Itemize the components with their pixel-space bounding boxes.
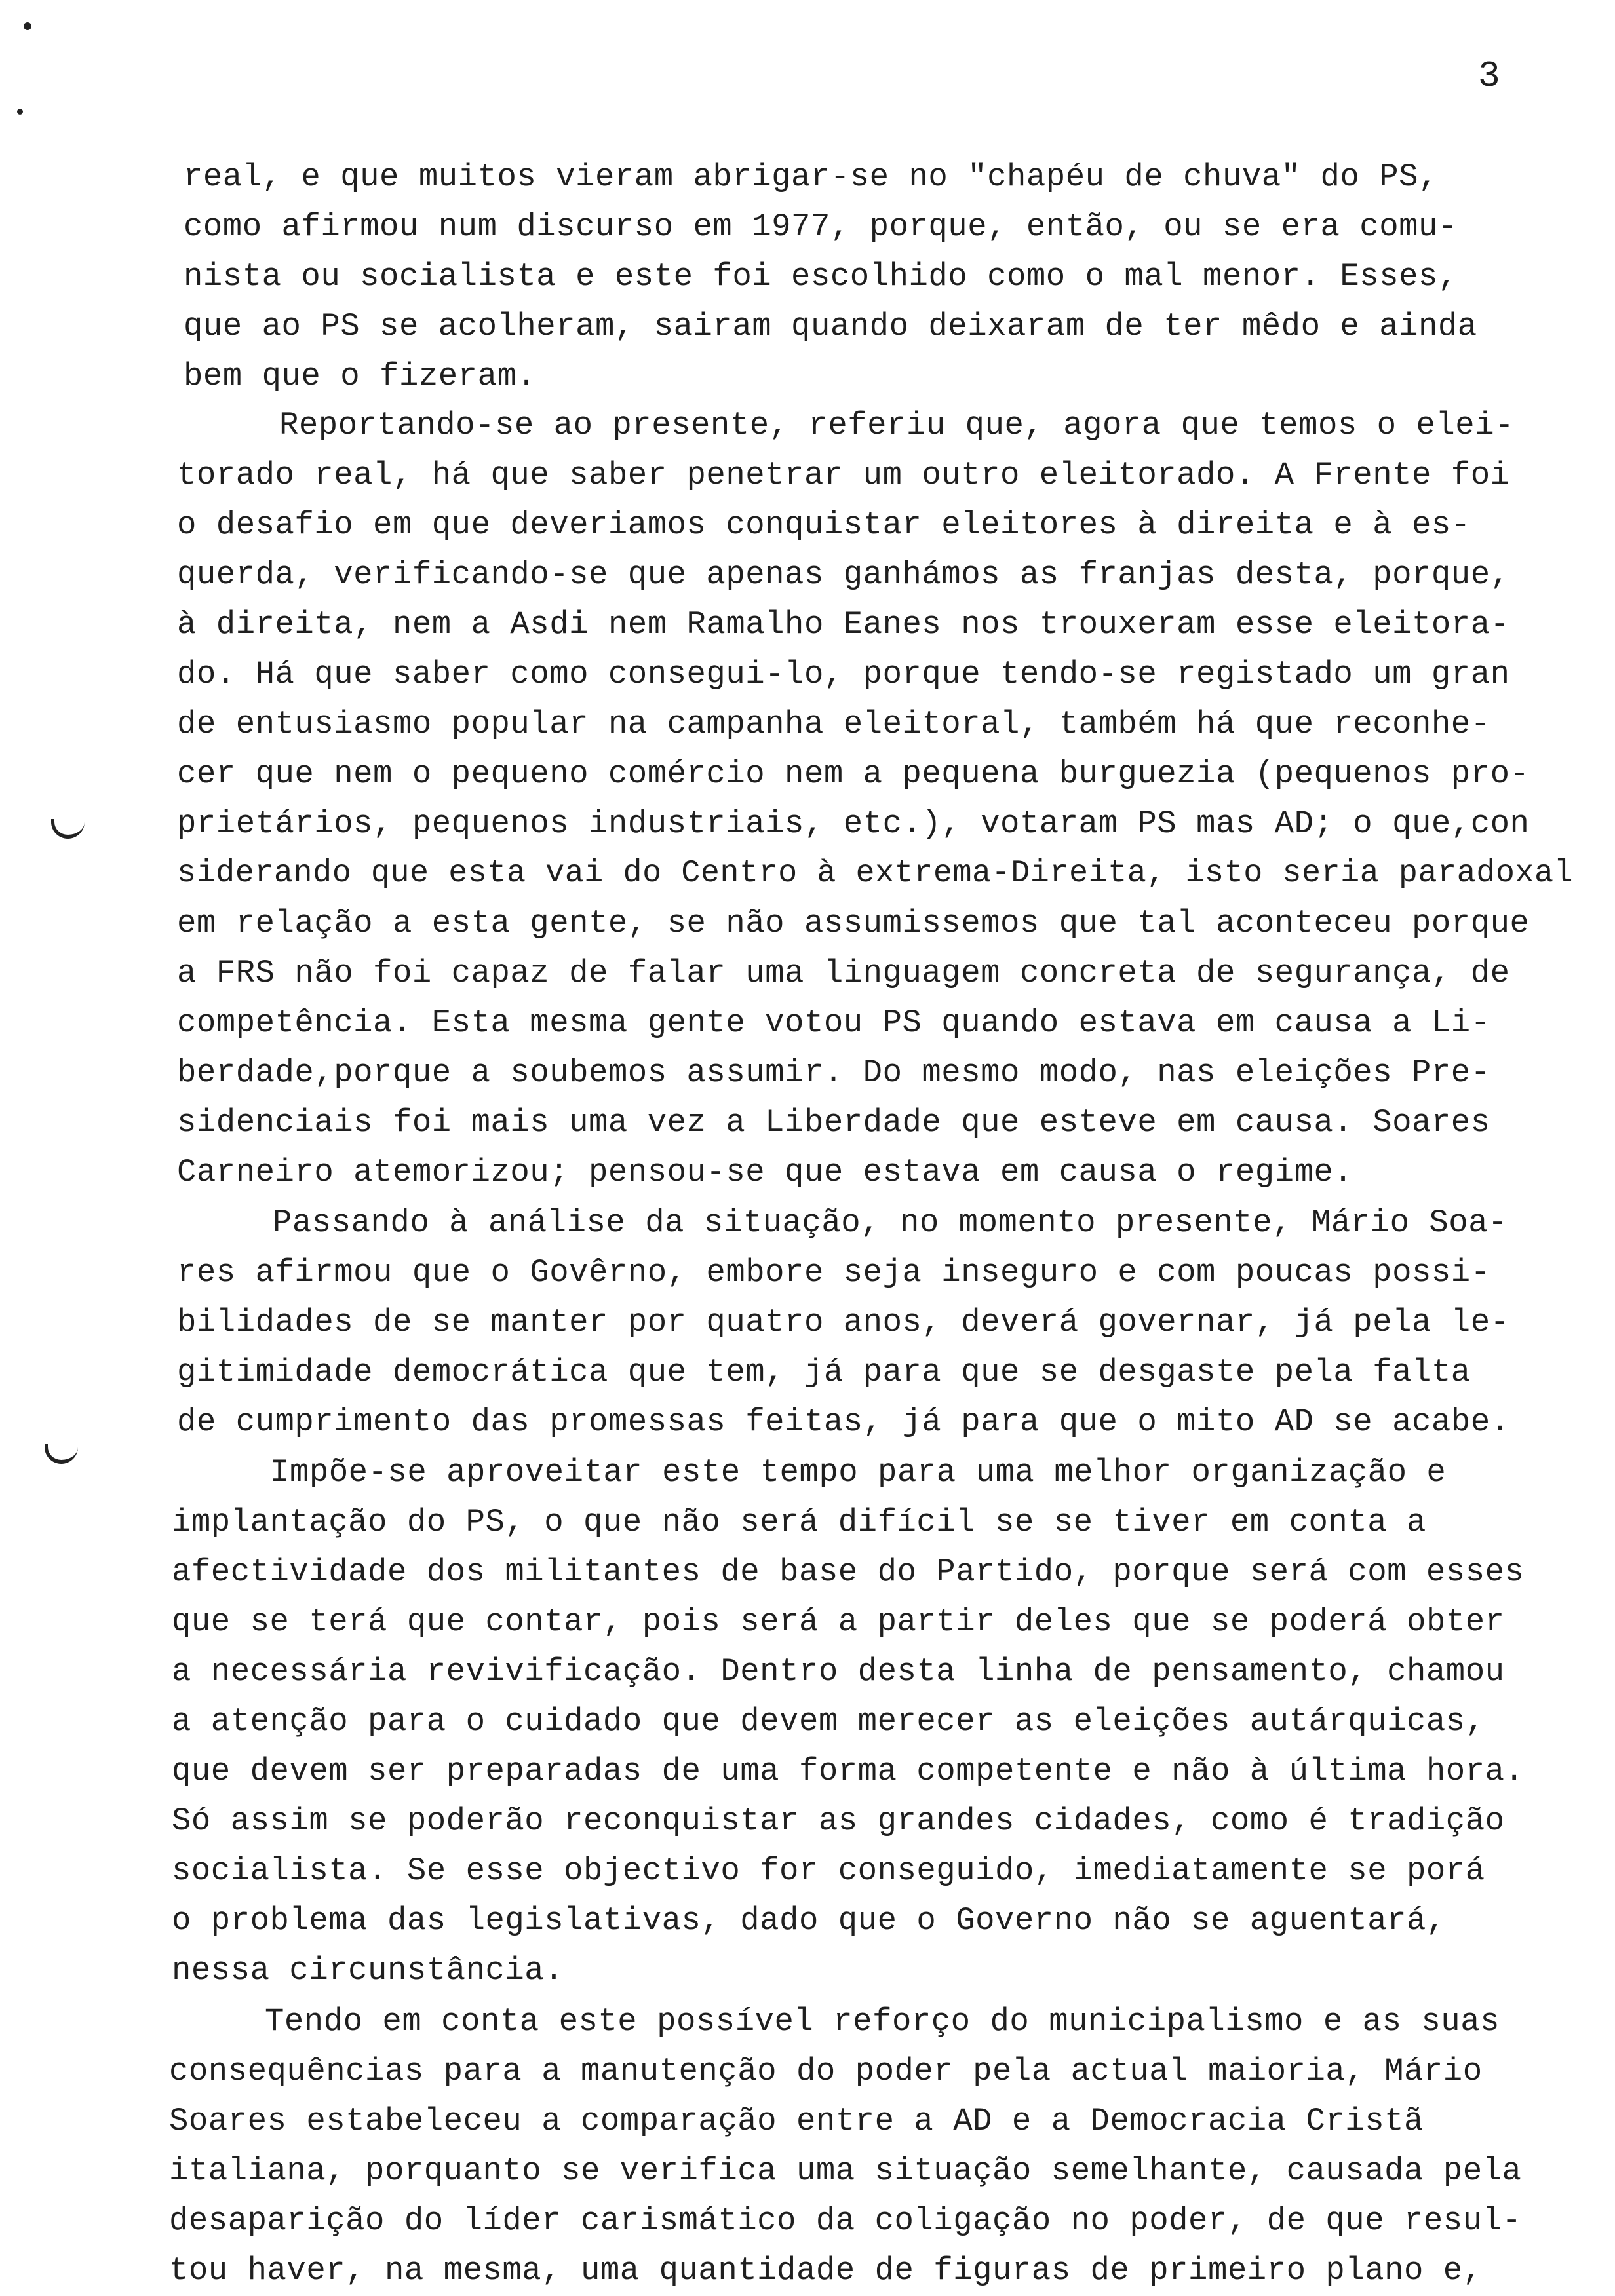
text-line: de entusiasmo popular na campanha eleitoral, também há que reconhe- — [177, 706, 1490, 742]
text-line: real, e que muitos vieram abrigar-se no "chapéu de chuva" do PS, — [184, 159, 1438, 195]
text-line: Impõe-se aproveitar este tempo para uma melhor organização e — [270, 1454, 1447, 1491]
text-line: nista ou socialista e este foi escolhido como o mal menor. Esses, — [184, 258, 1458, 295]
text-line: nessa circunstância. — [172, 1952, 564, 1989]
text-line: em relação a esta gente, se não assumissemos que tal aconteceu porque — [177, 905, 1530, 942]
text-line: de cumprimento das promessas feitas, já para que o mito AD se acabe. — [177, 1404, 1510, 1440]
text-line: que devem ser preparadas de uma forma competente e não à última hora. — [172, 1753, 1525, 1789]
text-line: competência. Esta mesma gente votou PS quando estava em causa a Li- — [177, 1004, 1490, 1041]
text-line: desaparição do líder carismático da coligação no poder, de que resul- — [169, 2202, 1522, 2239]
text-line: do. Há que saber como consegui-lo, porque tendo-se registado um gran — [177, 656, 1510, 693]
text-line: a necessária revivificação. Dentro desta linha de pensamento, chamou — [172, 1653, 1505, 1690]
text-line: tou haver, na mesma, uma quantidade de figuras de primeiro plano e, — [169, 2252, 1483, 2289]
text-line: como afirmou num discurso em 1977, porque, então, ou se era comu- — [184, 208, 1458, 245]
text-line: gitimidade democrática que tem, já para que se desgaste pela falta — [177, 1354, 1471, 1390]
text-line: o desafio em que deveriamos conquistar eleitores à direita e à es- — [177, 507, 1471, 543]
text-line: querda, verificando-se que apenas ganhámos as franjas desta, porque, — [177, 556, 1510, 593]
text-line: Reportando-se ao presente, referiu que, agora que temos o elei- — [279, 407, 1515, 444]
text-line: sidenciais foi mais uma vez a Liberdade que esteve em causa. Soares — [177, 1104, 1490, 1141]
text-line: cer que nem o pequeno comércio nem a pequena burguezia (pequenos pro- — [177, 756, 1530, 792]
text-line: Só assim se poderão reconquistar as grandes cidades, como é tradição — [172, 1803, 1505, 1839]
text-line: bem que o fizeram. — [184, 358, 537, 394]
text-line: res afirmou que o Govêrno, embore seja inseguro e com poucas possi- — [177, 1254, 1490, 1291]
text-line: bilidades de se manter por quatro anos, deverá governar, já pela le- — [177, 1304, 1510, 1341]
text-line: consequências para a manutenção do poder pela actual maioria, Mário — [169, 2053, 1483, 2090]
text-line: berdade,porque a soubemos assumir. Do mesmo modo, nas eleições Pre- — [177, 1054, 1490, 1091]
page-number: 3 — [1478, 55, 1500, 97]
text-line: Passando à análise da situação, no momento presente, Mário Soa- — [273, 1204, 1508, 1241]
text-line: prietários, pequenos industriais, etc.), votaram PS mas AD; o que,con — [177, 805, 1530, 842]
text-line: socialista. Se esse objectivo for conseguido, imediatamente se porá — [172, 1852, 1485, 1889]
text-line: à direita, nem a Asdi nem Ramalho Eanes nos trouxeram esse eleitora- — [177, 606, 1510, 643]
text-line: a FRS não foi capaz de falar uma linguagem concreta de segurança, de — [177, 955, 1510, 991]
text-line: que ao PS se acolheram, sairam quando deixaram de ter mêdo e ainda — [184, 308, 1477, 345]
text-line: afectividade dos militantes de base do Partido, porque será com esses — [172, 1554, 1525, 1590]
text-line: italiana, porquanto se verifica uma situação semelhante, causada pela — [169, 2152, 1522, 2189]
text-line: implantação do PS, o que não será difícil se se tiver em conta a — [172, 1504, 1426, 1540]
text-line: Soares estabeleceu a comparação entre a AD e a Democracia Cristã — [169, 2103, 1424, 2139]
text-line: Tendo em conta este possível reforço do municipalismo e as suas — [265, 2003, 1500, 2040]
text-line: siderando que esta vai do Centro à extrema-Direita, isto seria paradoxal — [177, 855, 1574, 891]
text-line: Carneiro atemorizou; pensou-se que estava em causa o regime. — [177, 1154, 1353, 1191]
text-line: torado real, há que saber penetrar um outro eleitorado. A Frente foi — [177, 457, 1510, 493]
text-line: que se terá que contar, pois será a partir deles que se poderá obter — [172, 1603, 1505, 1640]
text-line: a atenção para o cuidado que devem merecer as eleições autárquicas, — [172, 1703, 1485, 1740]
text-line: o problema das legislativas, dado que o Governo não se aguentará, — [172, 1902, 1446, 1939]
